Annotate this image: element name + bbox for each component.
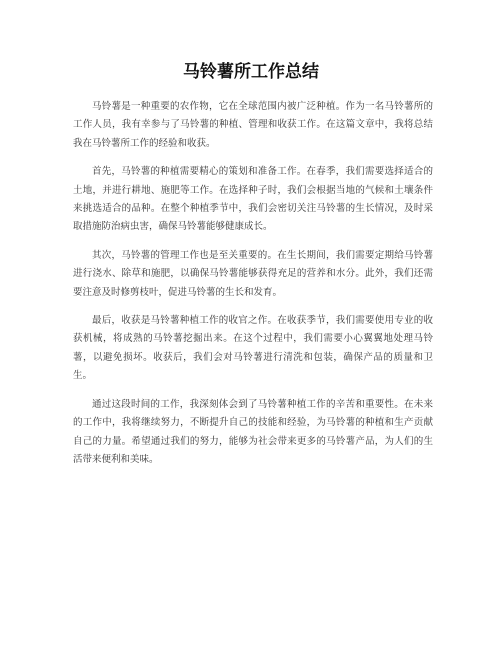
paragraph-management: 其次，马铃薯的管理工作也是至关重要的。在生长期间，我们需要定期给马铃薯进行浇水、除草和施肥，以确保马铃薯能够获得充足的营养和水分。此外，我们还需要注意及时修剪枝叶，促进马铃薯的生长和发育。 — [73, 249, 433, 298]
paragraph-planting: 首先，马铃薯的种植需要精心的策划和准备工作。在春季，我们需要选择适合的土地，并进行耕地、施肥等工作。在选择种子时，我们会根据当地的气候和土壤条件来挑选适合的品种。在整个种植季节中，我们会密切关注马铃薯的生长情况，及时采取措施防治病虫害，确保马铃薯能够健康成长。 — [73, 166, 433, 233]
paragraph-conclusion: 通过这段时间的工作，我深刻体会到了马铃薯种植工作的辛苦和重要性。在未来的工作中，我将继续努力，不断提升自己的技能和经验，为马铃薯的种植和生产贡献自己的力量。希望通过我们的努力，能够为社会带来更多的马铃薯产品，为人们的生活带来便利和美味。 — [73, 398, 433, 465]
document-body — [73, 98, 433, 479]
document-title: 马铃薯所工作总结 — [183, 62, 319, 82]
paragraph-intro: 马铃薯是一种重要的农作物，它在全球范围内被广泛种植。作为一名马铃薯所的工作人员，我有幸参与了马铃薯的种植、管理和收获工作。在这篇文章中，我将总结我在马铃薯所工作的经验和收获。 — [73, 101, 433, 149]
paragraph-harvest: 最后，收获是马铃薯种植工作的收官之作。在收获季节，我们需要使用专业的收获机械，将成熟的马铃薯挖掘出来。在这个过程中，我们需要小心翼翼地处理马铃薯，以避免损坏。收获后，我们会对马铃薯进行清洗和包装，确保产品的质量和卫生。 — [73, 315, 433, 382]
